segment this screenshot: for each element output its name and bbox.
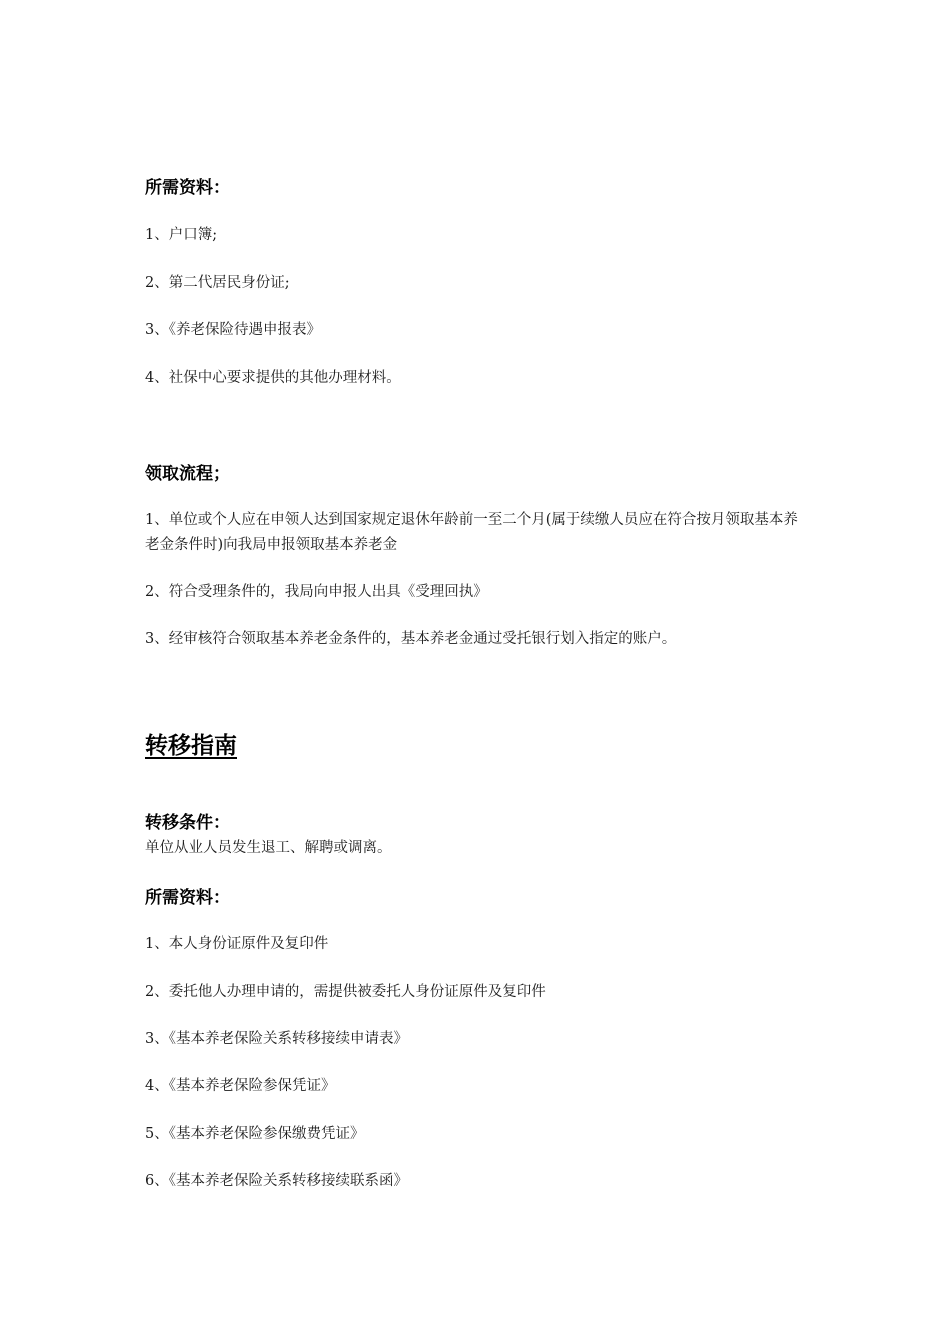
materials-heading: 所需资料： [145, 178, 230, 198]
transfer-item-3: 3、《基本养老保险关系转移接续申请表》 [145, 1031, 408, 1047]
materials-item-2: 2、第二代居民身份证; [145, 275, 290, 291]
materials-item-3: 3、《养老保险待遇申报表》 [145, 322, 321, 338]
materials-item-4: 4、社保中心要求提供的其他办理材料。 [145, 370, 401, 386]
transfer-guide-title: 转移指南 [145, 733, 237, 759]
transfer-item-5: 5、《基本养老保险参保缴费凭证》 [145, 1126, 365, 1142]
transfer-item-2: 2、委托他人办理申请的，需提供被委托人身份证原件及复印件 [145, 984, 546, 1000]
process-item-1: 1、单位或个人应在申领人达到国家规定退休年龄前一至二个月(属于续缴人员应在符合按月领取基本养老金条件时)向我局申报领取基本养老金 [145, 512, 798, 553]
materials-item-1: 1、户口簿; [145, 227, 218, 243]
process-item-3: 3、经审核符合领取基本养老金条件的，基本养老金通过受托银行划入指定的账户。 [145, 631, 677, 647]
transfer-condition-heading: 转移条件： [145, 813, 230, 833]
transfer-materials-heading: 所需资料： [145, 888, 230, 908]
transfer-item-4: 4、《基本养老保险参保凭证》 [145, 1078, 336, 1094]
process-heading: 领取流程； [145, 464, 230, 484]
transfer-condition-text: 单位从业人员发生退工、解聘或调离。 [145, 840, 392, 856]
transfer-item-1: 1、本人身份证原件及复印件 [145, 936, 329, 952]
transfer-item-6: 6、《基本养老保险关系转移接续联系函》 [145, 1173, 408, 1189]
process-item-2: 2、符合受理条件的，我局向申报人出具《受理回执》 [145, 584, 488, 600]
